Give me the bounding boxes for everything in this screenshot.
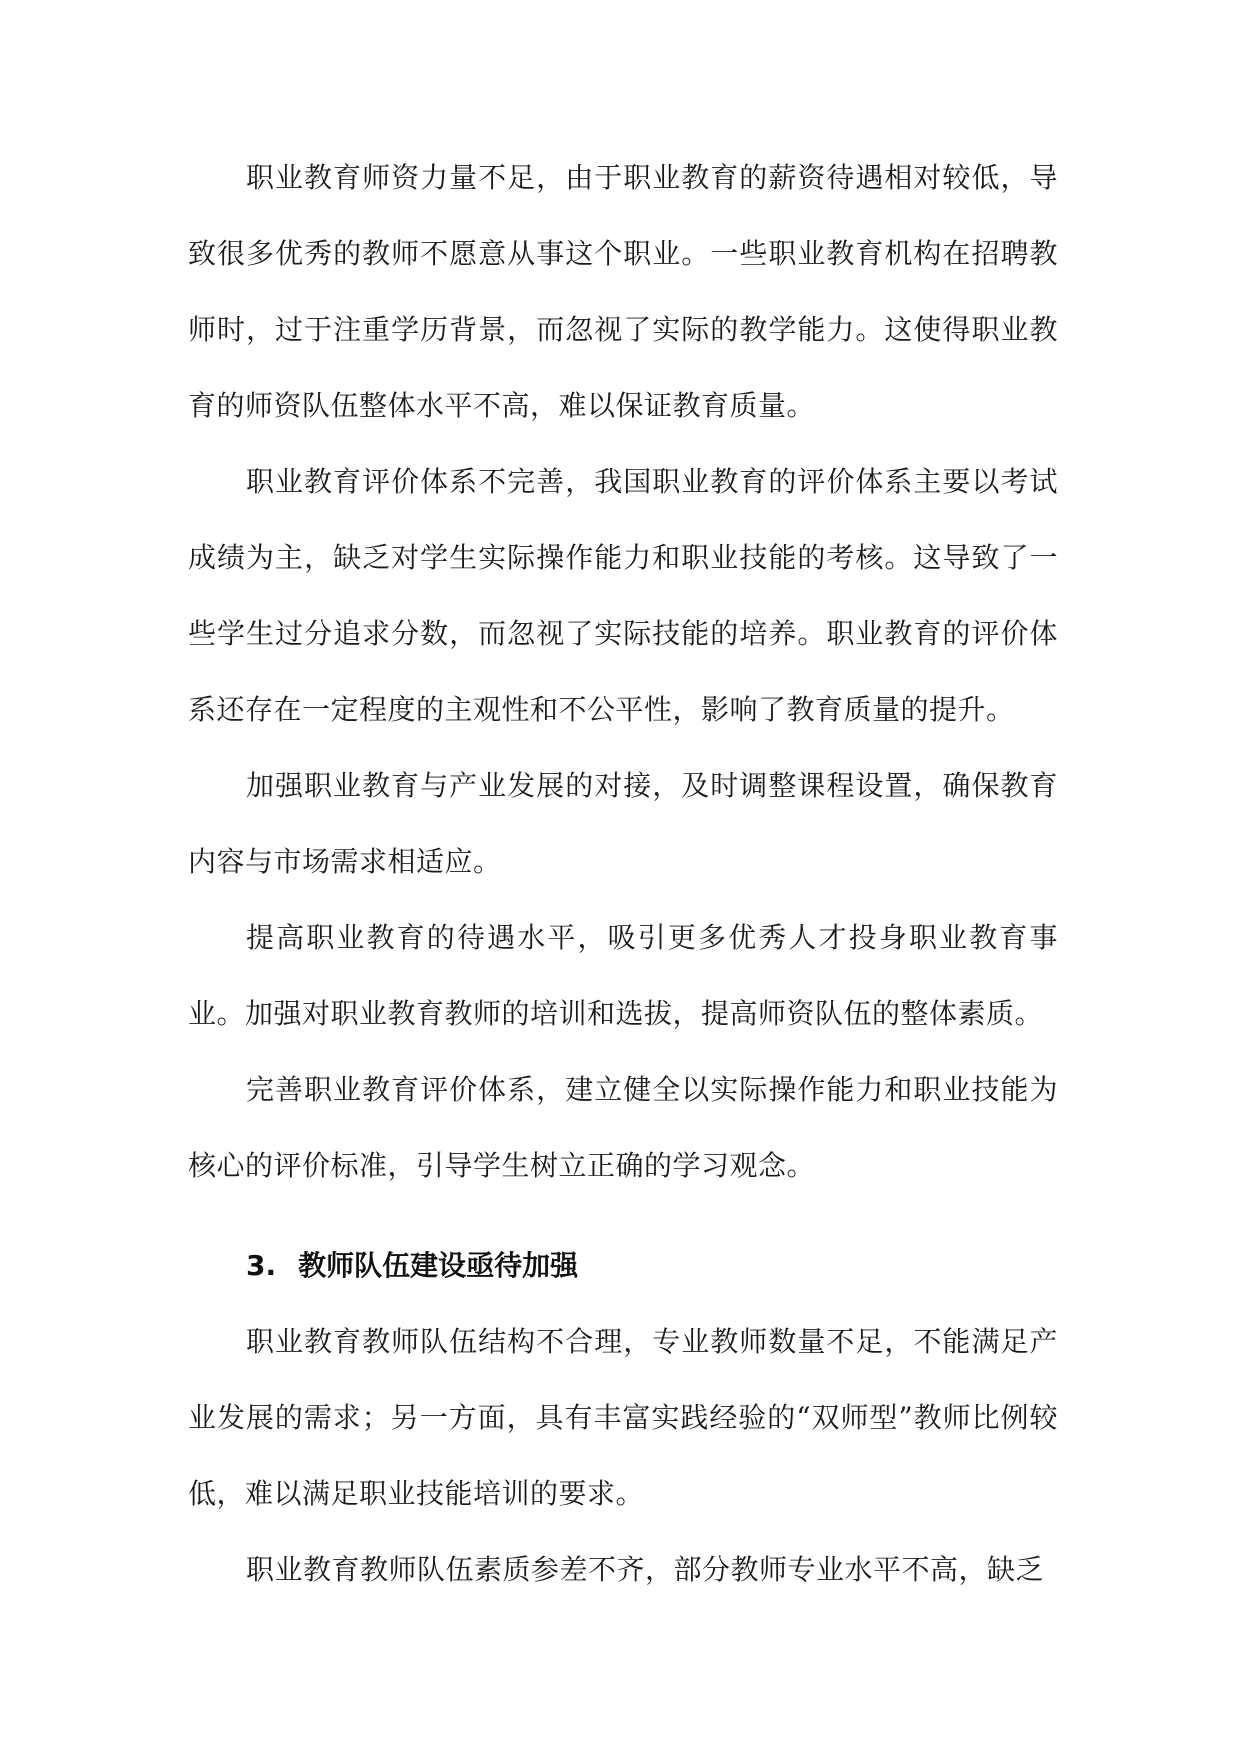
- section-number: 3.: [246, 1249, 277, 1282]
- section-title: 教师队伍建设亟待加强: [298, 1249, 579, 1282]
- paragraph-treatment-level: 提高职业教育的待遇水平，吸引更多优秀人才投身职业教育事业。加强对职业教育教师的培训和选拔，提高师资队伍的整体素质。: [188, 921, 1058, 1030]
- paragraph-improve-evaluation: 完善职业教育评价体系，建立健全以实际操作能力和职业技能为核心的评价标准，引导学生树立正确的学习观念。: [188, 1073, 1058, 1182]
- paragraph-team-structure: 职业教育教师队伍结构不合理，专业教师数量不足，不能满足产业发展的需求；另一方面，具有丰富实践经验的“双师型”教师比例较低，难以满足职业技能培训的要求。: [188, 1325, 1058, 1510]
- paragraph-evaluation-system: 职业教育评价体系不完善，我国职业教育的评价体系主要以考试成绩为主，缺乏对学生实际操作能力和职业技能的考核。这导致了一些学生过分追求分数，而忽视了实际技能的培养。职业教育的评价体系还存在一定程度的主观性和不公平性，影响了教育质量的提升。: [188, 465, 1058, 726]
- document-body: [188, 140, 1058, 1608]
- section-heading: [188, 1228, 1058, 1304]
- paragraph-team-quality: 职业教育教师队伍素质参差不齐，部分教师专业水平不高，缺乏: [246, 1553, 1045, 1586]
- paragraph-teacher-shortage: 职业教育师资力量不足，由于职业教育的薪资待遇相对较低，导致很多优秀的教师不愿意从事这个职业。一些职业教育机构在招聘教师时，过于注重学历背景，而忽视了实际的教学能力。这使得职业教育的师资队伍整体水平不高，难以保证教育质量。: [188, 161, 1058, 422]
- paragraph-industry-alignment: 加强职业教育与产业发展的对接，及时调整课程设置，确保教育内容与市场需求相适应。: [188, 769, 1058, 878]
